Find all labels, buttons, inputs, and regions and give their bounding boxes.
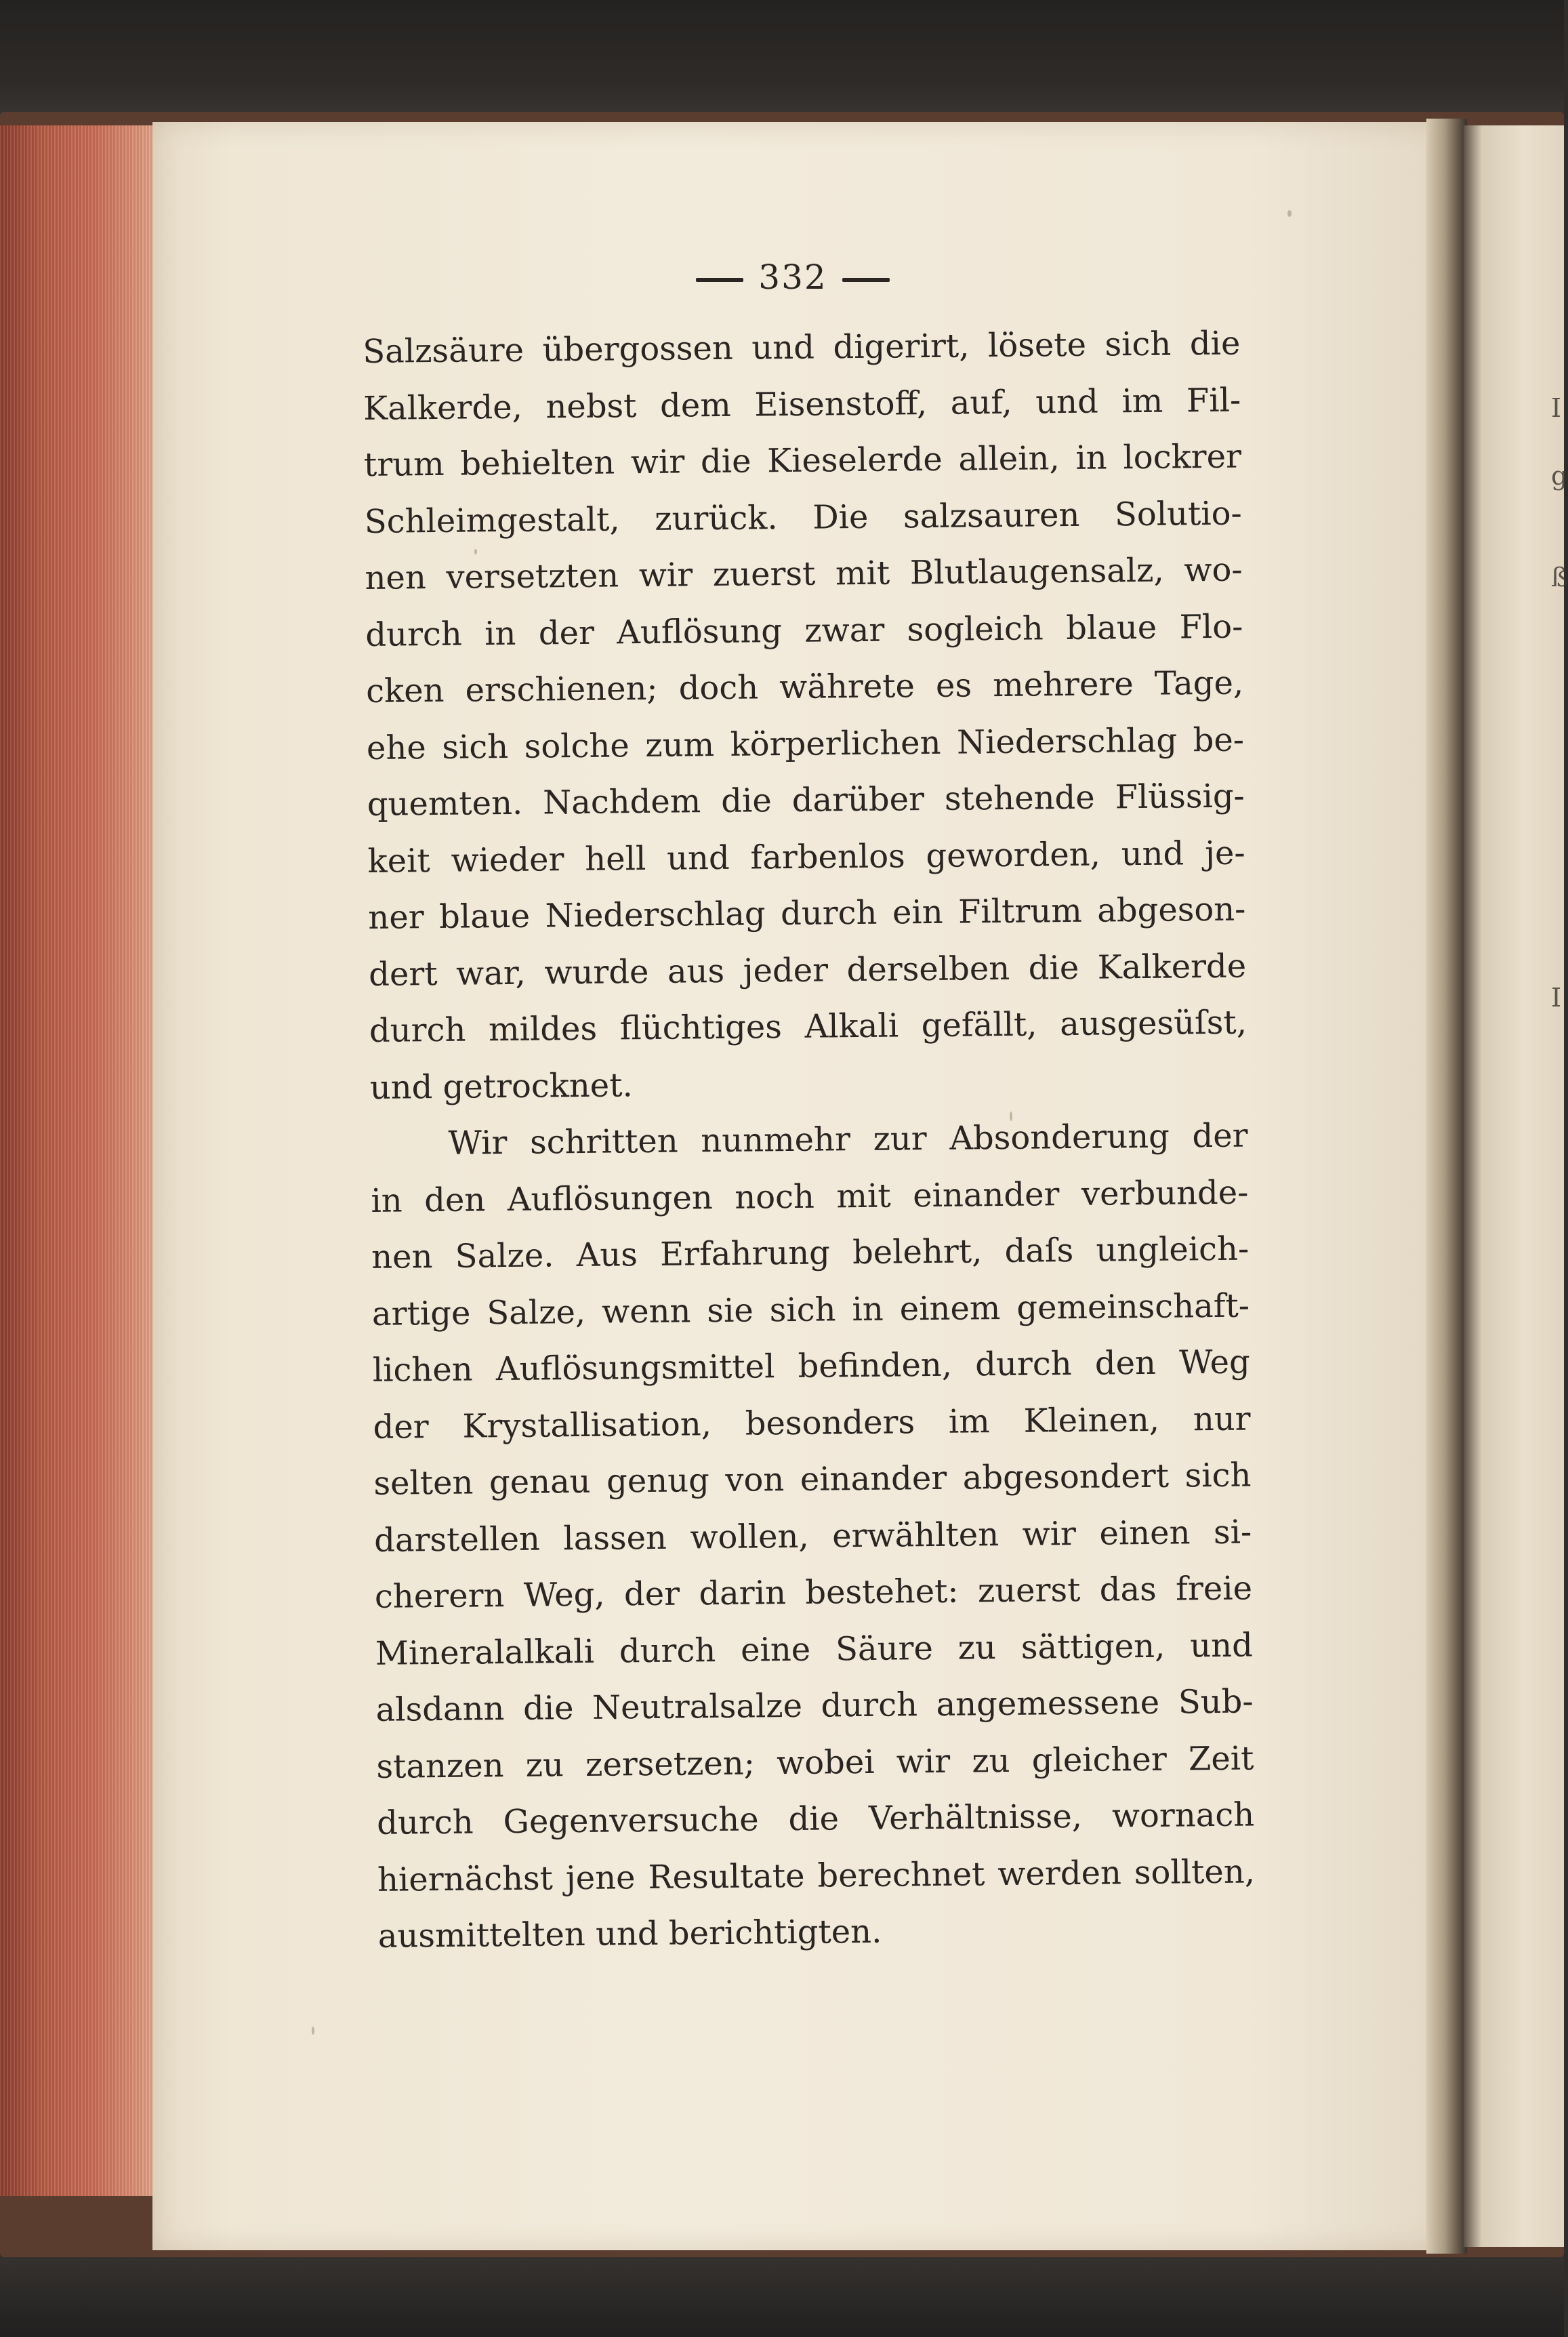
text-line: durch Gegenversuche die Verhältnisse, wornach [376,1795,1255,1842]
text-line-paragraph-start: Wir schritten nunmehr zur Absonderung der [448,1116,1248,1162]
body-text [363,316,1256,1966]
text-line-paragraph-end: ausmittelten und berichtigten. [377,1912,882,1955]
facing-page-letter: ß [1551,563,1568,592]
text-line: alsdann die Neutralsalze durch angemessene Sub- [375,1682,1254,1729]
page-block-edge [0,125,169,2196]
page-number: 332 [758,258,827,297]
text-line: hiernächst jene Resultate berechnet werden sollten, [377,1852,1256,1899]
text-line: Kalkerde, nebst dem Eisenstoff, auf, und im Fil- [363,381,1241,428]
text-line: Mineralalkali durch eine Säure zu sättigen, und [375,1625,1254,1673]
book-gutter [1426,119,1467,2254]
facing-page-edge-letters [1548,393,1568,2155]
text-line: stanzen zu zersetzen; wobei wir zu gleicher Zeit [376,1739,1254,1786]
text-line: darstellen lassen wollen, erwählten wir einen si- [373,1512,1252,1560]
text-line: durch in der Auflösung zwar sogleich blaue Flo- [365,607,1243,654]
text-line: trum behielten wir die Kieselerde allein, in lockrer [363,437,1242,484]
text-line: selten genau genug von einander abgesondert sich [373,1456,1252,1503]
text-line: nen versetzten wir zuerst mit Blutlaugensalz, wo- [365,550,1243,597]
facing-page-letter: I [1551,393,1562,423]
paper-speck [312,2027,314,2035]
text-line: ner blaue Niederschlag durch ein Filtrum abgeson- [368,890,1246,937]
page-header [651,258,935,312]
text-line: ehe sich solche zum körperlichen Niederschlag be- [366,720,1245,767]
text-line-paragraph-end: und getrocknet. [369,1065,633,1107]
text-line: lichen Auflösungsmittel befinden, durch den Weg [372,1343,1251,1389]
text-line: Schleimgestalt, zurück. Die salzsauren Solutio- [364,494,1243,541]
text-line: durch mildes flüchtiges Alkali gefällt, ausgesüſst, [369,1003,1247,1050]
text-line: nen Salze. Aus Erfahrung belehrt, daſs ungleich- [371,1230,1250,1276]
text-line: quemten. Nachdem die darüber stehende Flüssig- [367,777,1245,824]
facing-page-letter: I [1551,983,1562,1013]
text-line: keit wieder hell und farbenlos geworden, und je- [367,834,1245,880]
text-line: Salzsäure übergossen und digerirt, lösete sich die [363,324,1241,371]
text-line: in den Auflösungen noch mit einander verbunde- [371,1173,1249,1220]
text-line: artige Salze, wenn sie sich in einem gemeinschaft- [371,1286,1250,1333]
text-line: der Krystallisation, besonders im Kleinen, nur [373,1399,1251,1446]
header-dash-right [842,278,890,282]
text-line: cken erschienen; doch währete es mehrere Tage, [365,664,1244,710]
text-line: dert war, wurde aus jeder derselben die Kalkerde [368,947,1247,994]
text-line: cherern Weg, der darin bestehet: zuerst das freie [374,1569,1253,1616]
facing-page-letter: g [1551,461,1568,491]
paper-speck [1287,210,1292,217]
backdrop-top [0,0,1564,122]
header-dash-left [696,278,743,282]
